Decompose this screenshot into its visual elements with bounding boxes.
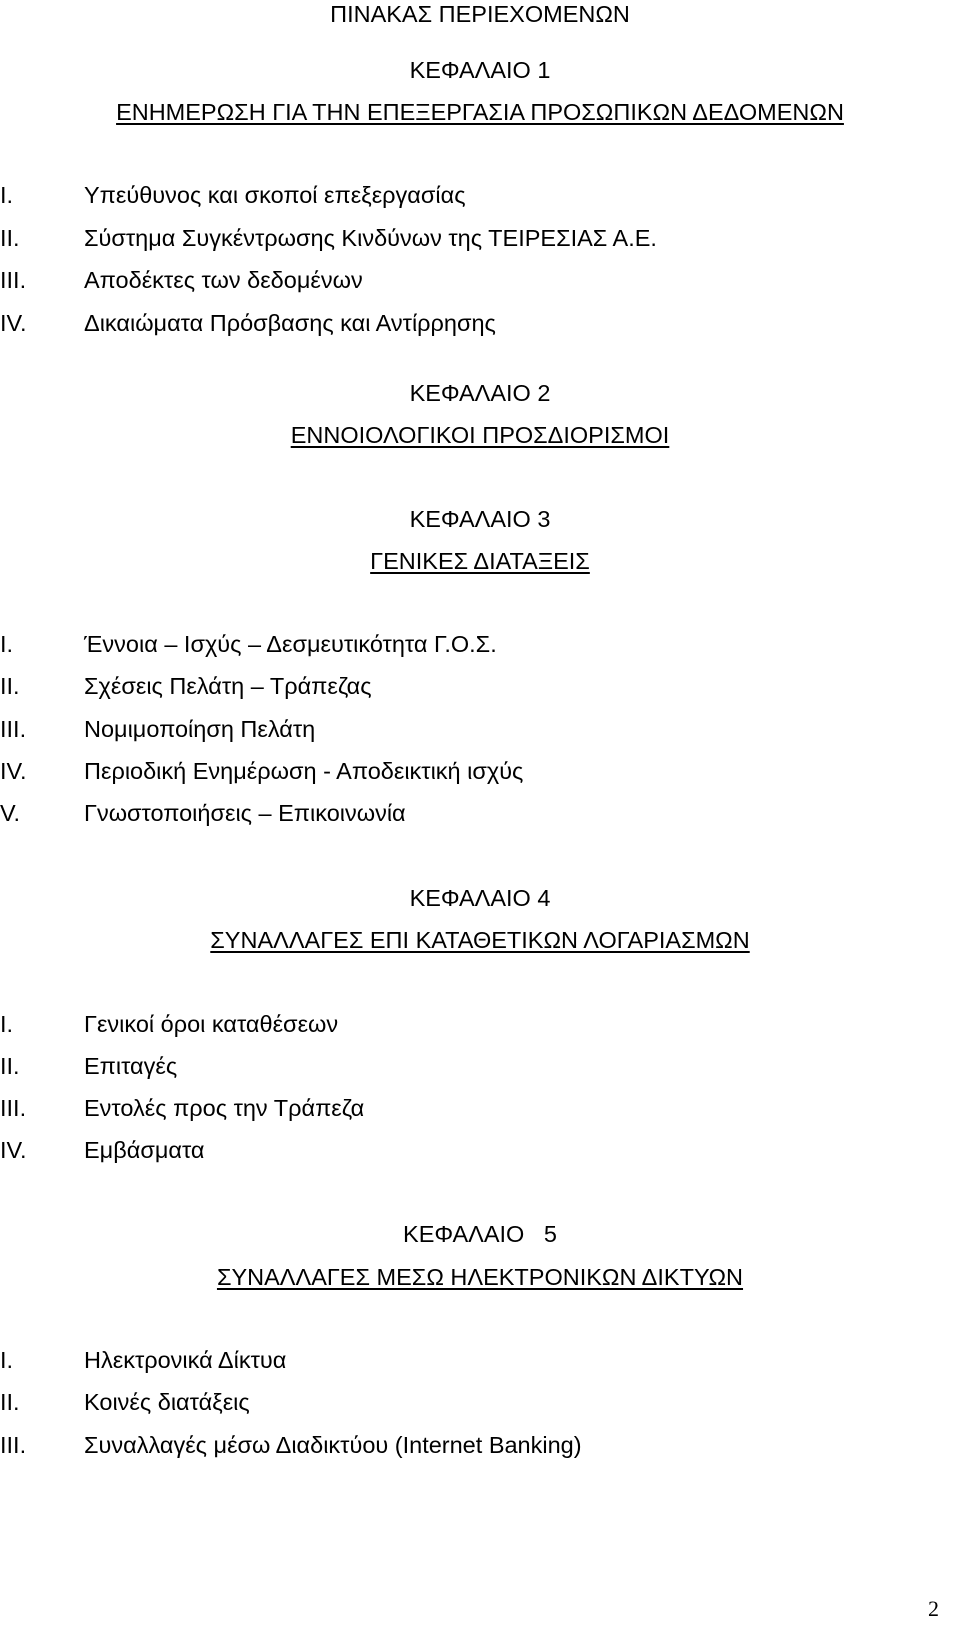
chapter-1-item-3: Αποδέκτες των δεδομένων	[84, 267, 363, 293]
chapter-4-item-4-number: IV.	[0, 1137, 27, 1163]
chapter-3-item-1: Έννοια – Ισχύς – Δεσμευτικότητα Γ.Ο.Σ.	[84, 631, 497, 657]
chapter-1-item-3-number: III.	[0, 267, 27, 293]
chapter-4-item-1-number: I.	[0, 1011, 14, 1037]
chapter-3-item-1-number: I.	[0, 631, 14, 657]
chapter-4-item-2-number: II.	[0, 1053, 20, 1079]
chapter-1-item-1-number: I.	[0, 182, 14, 208]
toc-title: ΠΙΝΑΚΑΣ ΠΕΡΙΕΧΟΜΕΝΩΝ	[330, 1, 630, 27]
chapter-3-item-3-number: III.	[0, 716, 27, 742]
chapter-1-item-2: Σύστημα Συγκέντρωσης Κινδύνων της ΤΕΙΡΕΣΙΑΣ Α.Ε.	[84, 225, 657, 251]
chapter-3-item-3: Νομιμοποίηση Πελάτη	[84, 716, 316, 742]
chapter-4-item-1: Γενικοί όροι καταθέσεων	[84, 1011, 339, 1037]
chapter-3-item-5: Γνωστοποιήσεις – Επικοινωνία	[84, 800, 406, 826]
chapter-5-item-1: Ηλεκτρονικά Δίκτυα	[84, 1347, 287, 1373]
chapter-5-item-1-number: I.	[0, 1347, 14, 1373]
chapter-3-item-5-number: V.	[0, 800, 21, 826]
chapter-3-item-4: Περιοδική Ενημέρωση - Αποδεικτική ισχύς	[84, 758, 524, 784]
chapter-3-title: ΓΕΝΙΚΕΣ ΔΙΑΤΑΞΕΙΣ	[370, 548, 590, 574]
page-number: 2	[928, 1596, 939, 1621]
chapter-1-item-4: Δικαιώματα Πρόσβασης και Αντίρρησης	[84, 310, 496, 336]
chapter-1-title: ΕΝΗΜΕΡΩΣΗ ΓΙΑ ΤΗΝ ΕΠΕΞΕΡΓΑΣΙΑ ΠΡΟΣΩΠΙΚΩΝ ΔΕΔΟΜΕΝΩΝ	[116, 99, 844, 125]
chapter-1-heading: ΚΕΦΑΛΑΙΟ 1	[409, 57, 551, 83]
chapter-1-item-2-number: II.	[0, 225, 20, 251]
chapter-5-title: ΣΥΝΑΛΛΑΓΕΣ ΜΕΣΩ ΗΛΕΚΤΡΟΝΙΚΩΝ ΔΙΚΤΥΩΝ	[216, 1264, 744, 1290]
chapter-3-heading: ΚΕΦΑΛΑΙΟ 3	[409, 506, 551, 532]
chapter-5-item-3: Συναλλαγές μέσω Διαδικτύου (Internet Banking)	[84, 1432, 582, 1458]
chapter-4-heading: ΚΕΦΑΛΑΙΟ 4	[409, 885, 551, 911]
chapter-4-item-3: Εντολές προς την Τράπεζα	[84, 1095, 365, 1121]
chapter-5-item-3-number: III.	[0, 1432, 27, 1458]
chapter-3-item-4-number: IV.	[0, 758, 27, 784]
chapter-2-title: ΕΝΝΟΙΟΛΟΓΙΚΟΙ ΠΡΟΣΔΙΟΡΙΣΜΟΙ	[290, 422, 670, 448]
chapter-2-heading: ΚΕΦΑΛΑΙΟ 2	[409, 380, 551, 406]
chapter-4-item-3-number: III.	[0, 1095, 27, 1121]
chapter-4-item-4: Εμβάσματα	[84, 1137, 205, 1163]
chapter-1-item-1: Υπεύθυνος και σκοποί επεξεργασίας	[84, 182, 466, 208]
chapter-3-item-2: Σχέσεις Πελάτη – Τράπεζας	[84, 673, 372, 699]
chapter-3-item-2-number: II.	[0, 673, 20, 699]
chapter-5-item-2: Κοινές διατάξεις	[84, 1389, 250, 1415]
chapter-1-item-4-number: IV.	[0, 310, 27, 336]
chapter-5-heading: ΚΕΦΑΛΑΙΟ 5	[403, 1221, 557, 1247]
chapter-5-item-2-number: II.	[0, 1389, 20, 1415]
chapter-4-item-2: Επιταγές	[84, 1053, 178, 1079]
chapter-4-title: ΣΥΝΑΛΛΑΓΕΣ ΕΠΙ ΚΑΤΑΘΕΤΙΚΩΝ ΛΟΓΑΡΙΑΣΜΩΝ	[210, 927, 750, 953]
